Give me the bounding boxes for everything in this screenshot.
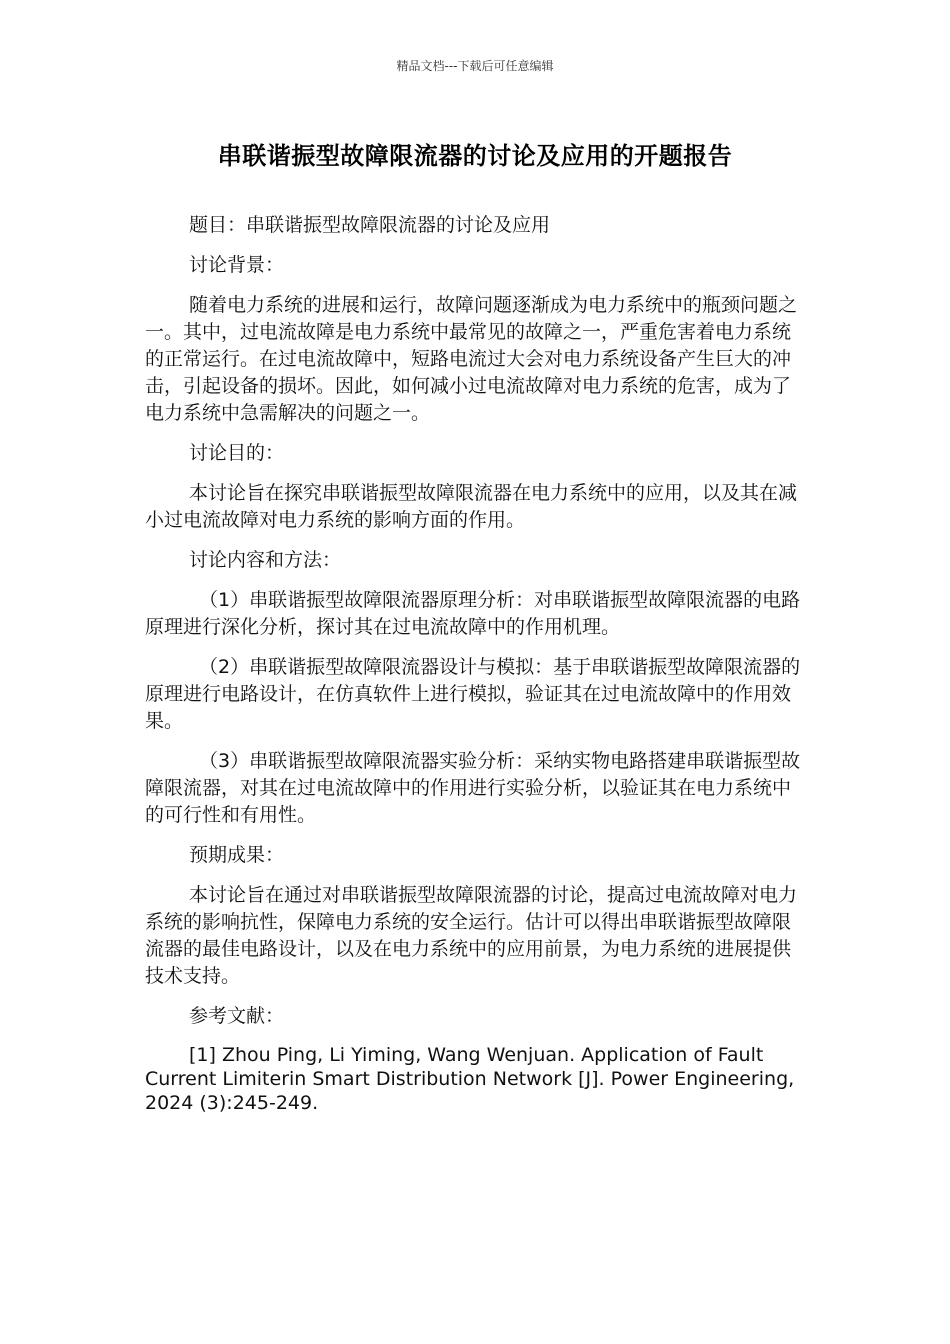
outcomes-paragraph: 本讨论旨在通过对串联谐振型故障限流器的讨论，提高过电流故障对电力系统的影响抗性，保障电力系统的安全运行。估计可以得出串联谐振型故障限流器的最佳电路设计，以及在电力系统中的应用前景，为电力系统的进展提供技术支持。 xyxy=(145,884,798,987)
section-heading-outcomes: 预期成果： xyxy=(189,844,285,866)
background-paragraph: 随着电力系统的进展和运行，故障问题逐渐成为电力系统中的瓶颈问题之一。其中，过电流故障是电力系统中最常见的故障之一，严重危害着电力系统的正常运行。在过电流故障中，短路电流过大会对电力系统设备产生巨大的冲击，引起设备的损坏。因此，如何减小过电流故障对电力系统的危害，成为了电力系统中急需解决的问题之一。 xyxy=(145,294,798,424)
method-item-2: （2）串联谐振型故障限流器设计与模拟：基于串联谐振型故障限流器的原理进行电路设计，在仿真软件上进行模拟，验证其在过电流故障中的作用效果。 xyxy=(145,656,801,732)
section-heading-background: 讨论背景： xyxy=(189,254,285,276)
purpose-paragraph: 本讨论旨在探究串联谐振型故障限流器在电力系统中的应用，以及其在减小过电流故障对电力系统的影响方面的作用。 xyxy=(145,482,798,531)
topic-line: 题目：串联谐振型故障限流器的讨论及应用 xyxy=(189,214,551,236)
section-heading-references: 参考文献： xyxy=(189,1005,285,1027)
document-title: 串联谐振型故障限流器的讨论及应用的开题报告 xyxy=(217,142,733,170)
page-header: 精品文档---下载后可任意编辑 xyxy=(396,59,554,73)
section-heading-purpose: 讨论目的： xyxy=(189,442,285,464)
method-item-1: （1）串联谐振型故障限流器原理分析：对串联谐振型故障限流器的电路原理进行深化分析，探讨其在过电流故障中的作用机理。 xyxy=(145,589,801,638)
section-heading-methods: 讨论内容和方法： xyxy=(189,549,342,571)
reference-item-1: [1] Zhou Ping, Li Yiming, Wang Wenjuan. Application of Fault Current Limiterin Smart Distribution Network [J]. Power Engineering, 2024 (3):245-249. xyxy=(145,1044,795,1114)
document-body xyxy=(145,212,805,1128)
method-item-3: （3）串联谐振型故障限流器实验分析：采纳实物电路搭建串联谐振型故障限流器，对其在过电流故障中的作用进行实验分析，以验证其在电力系统中的可行性和有用性。 xyxy=(145,750,801,826)
